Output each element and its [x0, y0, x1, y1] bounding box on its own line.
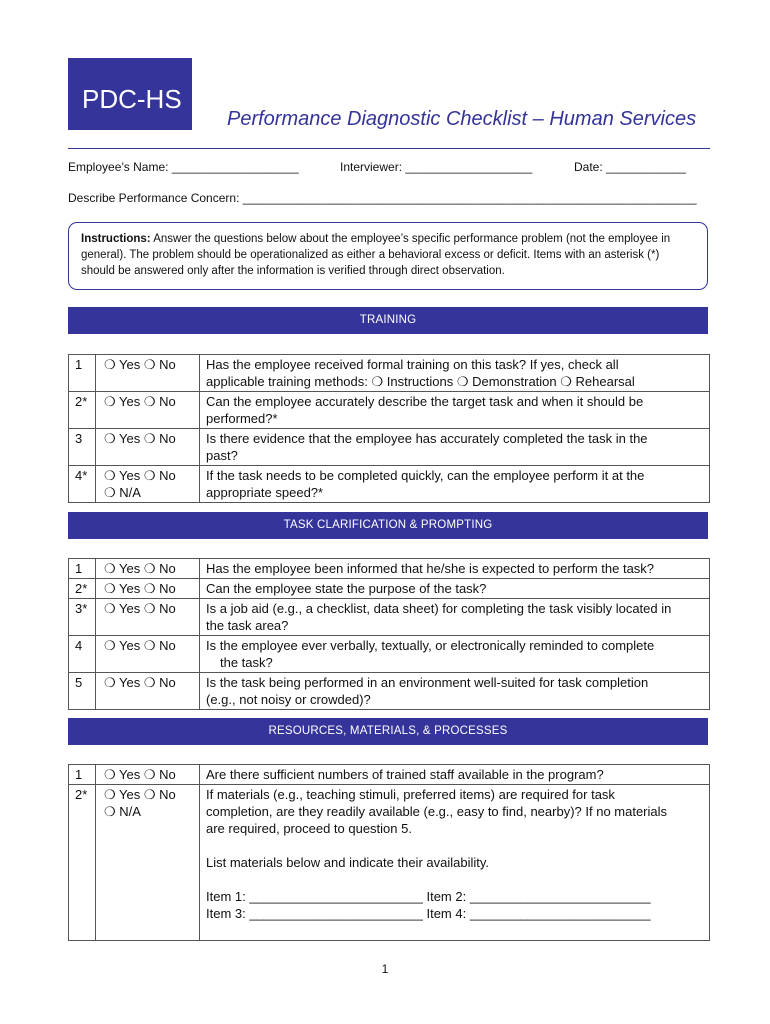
section-resources-header: RESOURCES, MATERIALS, & PROCESSES [68, 718, 708, 745]
question-text: Is there evidence that the employee has accurately completed the task in the past? [200, 429, 710, 466]
yes-no-options[interactable]: ❍ Yes ❍ No [96, 392, 200, 429]
task-clarification-table [68, 558, 710, 710]
table-row [69, 599, 710, 636]
employee-name-field[interactable]: Employee’s Name: ___________________ [68, 160, 299, 174]
table-row [69, 636, 710, 673]
logo-text: PDC-HS [82, 84, 182, 114]
question-text: Are there sufficient numbers of trained staff available in the program? [200, 765, 710, 785]
table-row [69, 785, 710, 941]
question-text: Has the employee received formal training on this task? If yes, check all applicable training methods: ❍ Instructions ❍ Demonstration ❍ Rehearsal [200, 355, 710, 392]
materials-items-row-2[interactable]: Item 3: ________________________ Item 4: _________________________ [206, 906, 651, 921]
question-text: If materials (e.g., teaching stimuli, preferred items) are required for task completion, are they readily available (e.g., easy to find, nearby)? If no materials are required, proceed to question 5. List materials below and indicate their availability. Item 1: ________________________ Item 2: _________________________ Item 3: ________________________ Item 4: _________________________ [200, 785, 710, 941]
yes-no-options[interactable]: ❍ Yes ❍ No [96, 559, 200, 579]
yes-no-options[interactable]: ❍ Yes ❍ No [96, 765, 200, 785]
question-text: Is the task being performed in an environment well-suited for task completion (e.g., not noisy or crowded)? [200, 673, 710, 710]
question-number: 1 [69, 559, 96, 579]
training-table [68, 354, 710, 503]
table-row [69, 765, 710, 785]
page-number: 1 [381, 962, 389, 976]
question-number: 2* [69, 785, 96, 941]
materials-instruction: List materials below and indicate their availability. [206, 855, 490, 870]
question-number: 1 [69, 765, 96, 785]
question-text: Has the employee been informed that he/she is expected to perform the task? [200, 559, 710, 579]
table-row [69, 579, 710, 599]
section-task-clarification-header: TASK CLARIFICATION & PROMPTING [68, 512, 708, 539]
question-text: Is the employee ever verbally, textually, or electronically reminded to complete the task? [200, 636, 710, 673]
question-text: If the task needs to be completed quickly, can the employee perform it at the appropriate speed?* [200, 466, 710, 503]
question-number: 3 [69, 429, 96, 466]
table-row [69, 673, 710, 710]
table-row [69, 559, 710, 579]
question-number: 3* [69, 599, 96, 636]
materials-items-row-1[interactable]: Item 1: ________________________ Item 2: _________________________ [206, 889, 651, 904]
yes-no-options[interactable]: ❍ Yes ❍ No [96, 355, 200, 392]
question-text: Can the employee accurately describe the target task and when it should be performed?* [200, 392, 710, 429]
question-number: 2* [69, 579, 96, 599]
instructions-text: Answer the questions below about the employee’s specific performance problem (not the employee in general). The problem should be operationalized as either a behavioral excess or deficit. Items with an asterisk (*) should be answered only after the information is verified through direct observation. [81, 233, 671, 277]
yes-no-na-options[interactable]: ❍ Yes ❍ No ❍ N/A [96, 466, 200, 503]
yes-no-options[interactable]: ❍ Yes ❍ No [96, 579, 200, 599]
question-number: 1 [69, 355, 96, 392]
yes-no-options[interactable]: ❍ Yes ❍ No [96, 599, 200, 636]
question-number: 2* [69, 392, 96, 429]
interviewer-field[interactable]: Interviewer: ___________________ [340, 160, 533, 174]
document-title: Performance Diagnostic Checklist – Human Services [227, 108, 697, 130]
resources-table [68, 764, 710, 941]
question-text: Is a job aid (e.g., a checklist, data sheet) for completing the task visibly located in the task area? [200, 599, 710, 636]
training-methods-options[interactable]: applicable training methods: ❍ Instructions ❍ Demonstration ❍ Rehearsal [206, 374, 635, 389]
table-row [69, 466, 710, 503]
yes-no-na-options[interactable]: ❍ Yes ❍ No ❍ N/A [96, 785, 200, 941]
table-row [69, 392, 710, 429]
question-number: 4* [69, 466, 96, 503]
question-number: 4 [69, 636, 96, 673]
section-training-header: TRAINING [68, 307, 708, 334]
instructions-label: Instructions: [81, 233, 151, 245]
yes-no-options[interactable]: ❍ Yes ❍ No [96, 429, 200, 466]
date-field[interactable]: Date: ____________ [574, 160, 687, 174]
question-text: Can the employee state the purpose of the task? [200, 579, 710, 599]
table-row [69, 355, 710, 392]
question-number: 5 [69, 673, 96, 710]
title-divider [68, 148, 710, 149]
pdc-hs-logo [68, 58, 192, 130]
yes-no-options[interactable]: ❍ Yes ❍ No [96, 636, 200, 673]
performance-concern-field[interactable]: Describe Performance Concern: ____________________________________________________________________ [68, 191, 697, 205]
instructions-box [68, 222, 708, 290]
table-row [69, 429, 710, 466]
yes-no-options[interactable]: ❍ Yes ❍ No [96, 673, 200, 710]
